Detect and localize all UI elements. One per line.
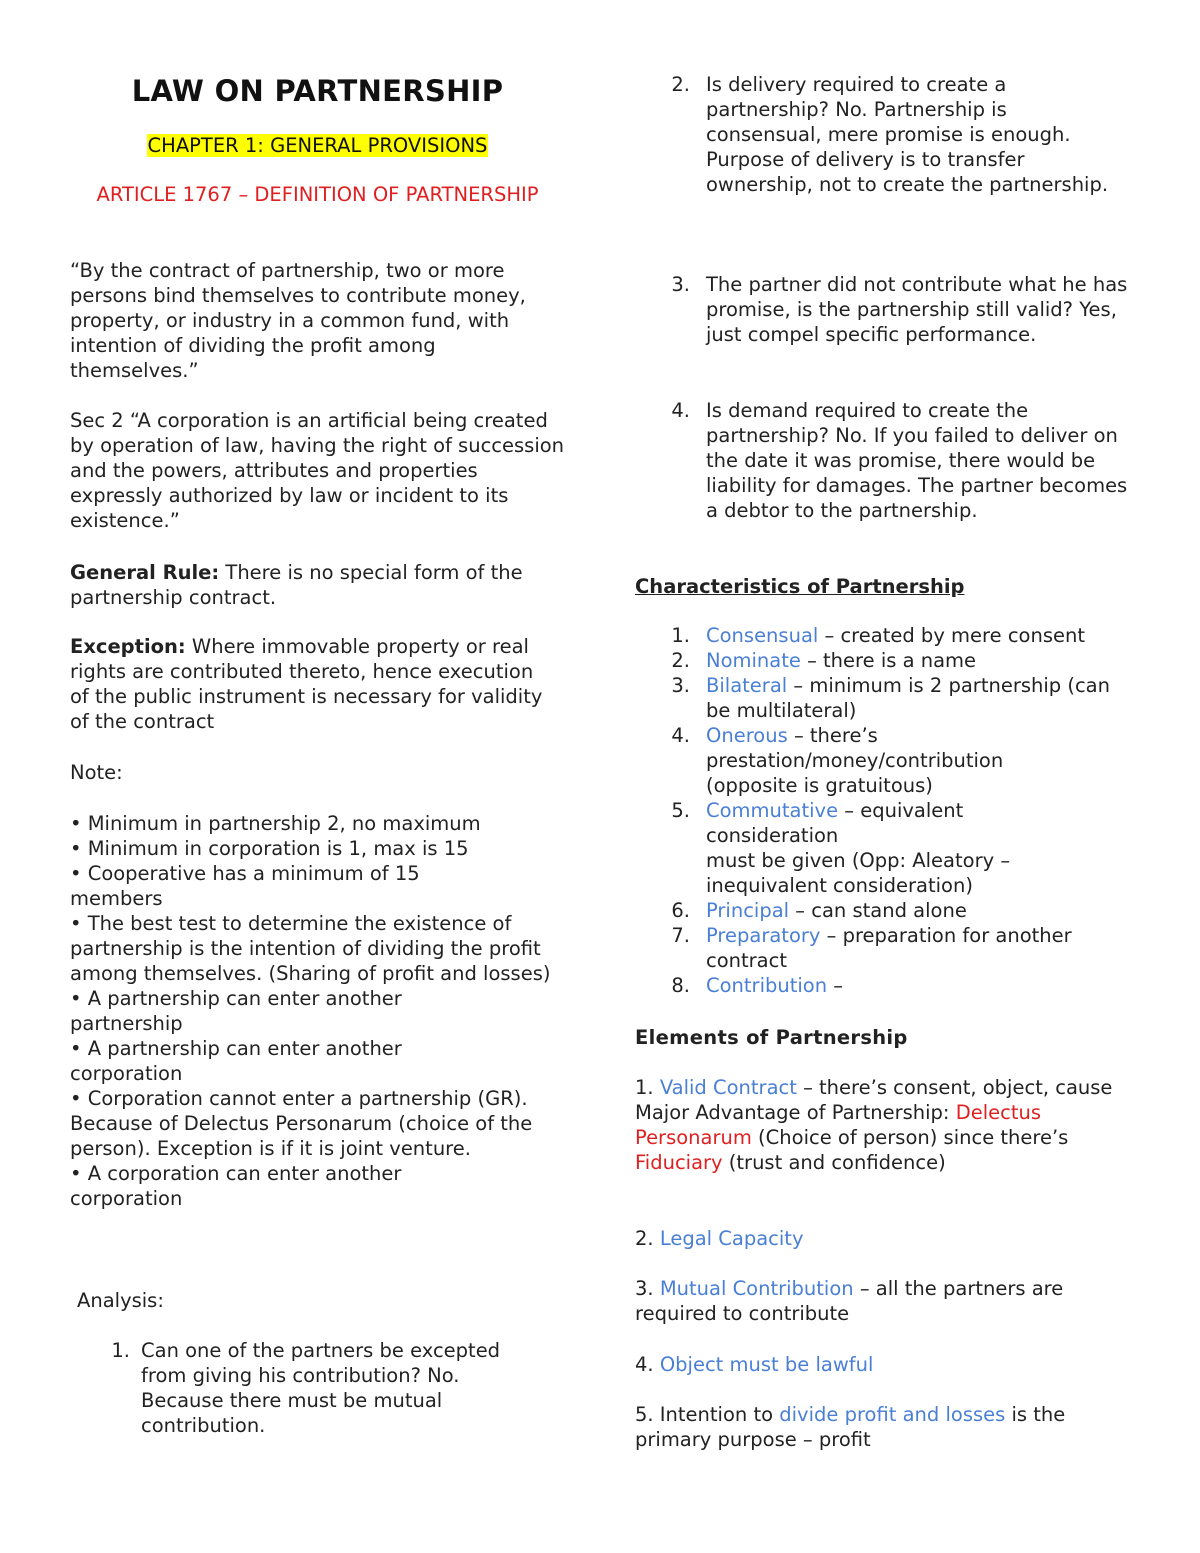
analysis-text: Is delivery required to create a partnership? No. Partnership is consensual, mere promise is enough. Purpose of delivery is to transfer ownership, not to create the partnership. [706,73,1109,196]
characteristic-desc: – there is a name [800,649,977,672]
element-number: 3. [635,1277,660,1300]
advantage-term-fiduciary: Fiduciary [635,1151,723,1174]
characteristic-desc: – can stand alone [789,899,967,922]
advantage-term: Delectus Personarum [635,1101,1041,1149]
characteristic-item [660,898,1140,923]
analysis-label: Analysis: [77,1289,164,1312]
note-item: • Minimum in partnership 2, no maximum [70,812,481,835]
analysis-number: 2. [671,73,690,96]
characteristic-desc-cont: must be given (Opp: Aleatory – inequivalent consideration) [706,849,1011,897]
note-item: • A partnership can enter another partnership [70,987,402,1035]
characteristic-number: 8. [671,974,690,997]
characteristic-desc: – there’s prestation/money/contribution (opposite is gratuitous) [706,724,1004,797]
element-prefix: 5. Intention to [635,1403,780,1426]
characteristic-number: 1. [671,624,690,647]
characteristic-term: Contribution [706,974,828,997]
analysis-text: Can one of the partners be excepted from giving his contribution? No. Because there must be mutual contribution. [141,1339,501,1437]
characteristic-term: Onerous [706,724,788,747]
element-term: Mutual Contribution [659,1277,854,1300]
characteristic-term: Nominate [706,649,801,672]
characteristic-desc: – equivalent consideration [706,799,964,847]
note-item: • A corporation can enter another corporation [70,1162,402,1210]
element-term: Object must be lawful [659,1353,874,1376]
characteristic-term: Commutative [706,799,839,822]
characteristics-heading: Characteristics of Partnership [635,575,965,598]
characteristic-term: Consensual [706,624,819,647]
element-desc: – all the partners are required to contribute [635,1277,1064,1325]
characteristic-item [660,923,1140,973]
analysis-text: The partner did not contribute what he has promise, is the partnership still valid? Yes, just compel specific performance. [706,273,1128,346]
element-term: Legal Capacity [659,1227,804,1250]
characteristics-list [660,623,1140,998]
characteristic-term: Bilateral [706,674,788,697]
advantage-suffix: (trust and confidence) [722,1151,946,1174]
analysis-text: Is demand required to create the partnership? No. If you failed to deliver on the date it was promise, there would be liability for damages. The partner becomes a debtor to the partnership. [706,399,1128,522]
element-number: 2. [635,1227,660,1250]
element-lawful-object [635,1352,873,1377]
analysis-number: 1. [111,1339,130,1362]
elements-heading: Elements of Partnership [635,1026,908,1049]
general-rule-label: General Rule: [70,561,220,584]
exception [70,634,555,734]
characteristic-desc: – [827,974,844,997]
exception-label: Exception: [70,635,186,658]
definition-quote: “By the contract of partnership, two or more persons bind themselves to contribute money, property, or industry in a common fund, with intention of dividing the profit among themselves.” [70,259,526,382]
article-heading: ARTICLE 1767 – DEFINITION OF PARTNERSHIP [96,183,539,206]
chapter-heading-wrap [70,133,565,158]
notes-list [70,811,565,1211]
element-legal-capacity [635,1226,804,1251]
note-item: • Corporation cannot enter a partnership (GR). Because of Delectus Personarum (choice of the person). Exception is if it is joint venture. [70,1087,533,1160]
element-intention [635,1402,1125,1452]
characteristic-number: 2. [671,649,690,672]
characteristic-desc: – preparation for another contract [706,924,1072,972]
element-number: 4. [635,1353,660,1376]
advantage-prefix: Major Advantage of Partnership: [635,1101,956,1124]
sec2-paragraph: Sec 2 “A corporation is an artificial being created by operation of law, having the right of succession and the powers, attributes and properties expressly authorized by law or incident to its existence.” [70,409,565,532]
characteristic-item [660,648,1140,673]
page-title: LAW ON PARTNERSHIP [131,74,504,108]
note-item: • Cooperative has a minimum of 15 members [70,862,420,910]
general-rule [70,560,555,610]
element-term: Valid Contract [659,1076,797,1099]
analysis-number: 4. [671,399,690,422]
note-item: • Minimum in corporation is 1, max is 15 [70,837,469,860]
element-number: 1. [635,1076,660,1099]
characteristic-number: 5. [671,799,690,822]
characteristic-term: Preparatory [706,924,821,947]
note-item: • A partnership can enter another corporation [70,1037,402,1085]
characteristic-item [660,973,1140,998]
general-rule-text: There is no special form of the partnership contract. [70,561,523,609]
element-mutual-contribution [635,1276,1115,1326]
characteristic-desc: – created by mere consent [818,624,1085,647]
element-desc: is the primary purpose – profit [635,1403,1066,1451]
characteristic-item [660,798,1140,898]
exception-text: Where immovable property or real rights are contributed thereto, hence execution of the public instrument is necessary for validity of the contract [70,635,543,733]
element-valid-contract [635,1075,1115,1175]
characteristic-number: 7. [671,924,690,947]
characteristic-item [660,723,1140,798]
advantage-mid: (Choice of person) since there’s [751,1126,1069,1149]
note-item: • The best test to determine the existence of partnership is the intention of dividing the profit among themselves. (Sharing of profit and losses) [70,912,551,985]
characteristic-number: 4. [671,724,690,747]
element-desc: – there’s consent, object, cause [796,1076,1113,1099]
note-label: Note: [70,761,123,784]
characteristic-number: 3. [671,674,690,697]
characteristic-number: 6. [671,899,690,922]
characteristic-item [660,623,1140,648]
element-term: divide profit and losses [779,1403,1006,1426]
characteristic-desc: – minimum is 2 partnership (can be multilateral) [706,674,1110,722]
characteristic-item [660,673,1140,723]
characteristic-term: Principal [706,899,790,922]
analysis-number: 3. [671,273,690,296]
chapter-heading: CHAPTER 1: GENERAL PROVISIONS [147,134,488,157]
